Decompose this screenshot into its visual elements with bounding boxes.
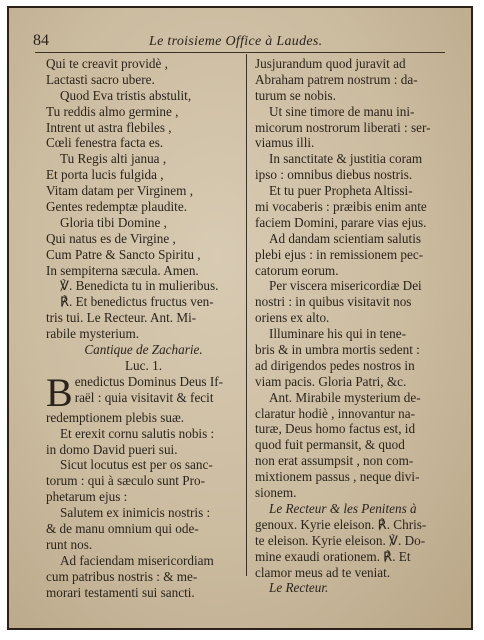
right-column-lines: [255, 56, 455, 596]
text-line: nostri : in quibus visitavit nos: [255, 294, 412, 310]
text-line: Sicut locutus est per os sanc-: [60, 457, 213, 473]
text-line: Salutem ex inimicis nostris :: [60, 505, 211, 521]
text-line: Ad faciendam misericordiam: [60, 552, 214, 568]
text-line: enedictus Dominus Deus If-: [74, 373, 224, 389]
text-line: Vitam datam per Virginem ,: [46, 183, 193, 199]
left-column-top: [46, 56, 241, 374]
right-column: [255, 56, 455, 596]
text-line: cum patribus nostris : & me-: [46, 568, 198, 584]
text-line: Ant. Mirabile mysterium de-: [269, 389, 421, 405]
text-line: Per viscera misericordiæ Dei: [269, 278, 422, 294]
text-line: plebi ejus : in remissionem pec-: [255, 246, 424, 262]
text-line: genoux. Kyrie eleison. ℟. Chris-: [255, 516, 427, 532]
text-line: turum se nobis.: [255, 87, 336, 103]
text-line: In sempiterna sæcula. Amen.: [46, 262, 199, 278]
text-line: Cantique de Zacharie.: [84, 342, 203, 358]
text-line: te eleison. Kyrie eleison. ℣. Do-: [255, 532, 426, 548]
text-line: turæ, Deus homo factus est, id: [255, 421, 416, 437]
text-line: micorum nostrorum liberati : ser-: [255, 119, 431, 135]
left-column-bottom: [46, 410, 241, 601]
text-line: claratur hodiè , innovantur na-: [255, 405, 416, 421]
text-line: Le Recteur.: [269, 580, 329, 596]
text-line: oriens ex alto.: [255, 310, 330, 326]
text-line: Intrent ut astra flebiles ,: [46, 119, 172, 135]
drop-cap: B: [46, 373, 73, 410]
text-line: Tu reddis almo germine ,: [46, 103, 179, 119]
text-line: Et porta lucis fulgida ,: [46, 167, 164, 183]
text-line: quod fuit permansit, & quod: [255, 437, 405, 453]
text-line: Cœli fenestra facta es.: [46, 135, 164, 151]
text-line: viamus illi.: [255, 135, 315, 151]
text-line: tris tui. Le Recteur. Ant. Mi-: [46, 310, 197, 326]
text-line: rabile mysterium.: [46, 326, 140, 342]
text-line: non erat assumpsit , non com-: [255, 453, 414, 469]
text-line: Quod Eva tristis abstulit,: [60, 87, 192, 103]
text-line: & de manu omnium qui ode-: [46, 521, 199, 537]
text-line: mixtionem passus , neque divi-: [255, 469, 420, 485]
text-line: ℣. Benedicta tu in mulieribus.: [60, 278, 219, 294]
book-page: [9, 8, 471, 628]
text-line: phetarum ejus :: [46, 489, 128, 505]
text-line: Ut sine timore de manu ini-: [269, 103, 415, 119]
text-line: mi vocaberis : præibis enim ante: [255, 199, 427, 215]
text-line: Cum Patre & Sancto Spiritu ,: [46, 246, 201, 262]
running-header: Le troisieme Office à Laudes.: [149, 34, 323, 49]
text-line: In sanctitate & justitia coram: [269, 151, 423, 167]
text-line: Et erexit cornu salutis nobis :: [60, 425, 215, 441]
text-line: ad dirigendos pedes nostros in: [255, 357, 415, 373]
text-line: viam pacis. Gloria Patri, &c.: [255, 373, 407, 389]
text-line: Illuminare his qui in tene-: [269, 326, 406, 342]
text-line: Gentes redemptæ plaudite.: [46, 199, 187, 215]
text-line: Luc. 1.: [125, 357, 162, 373]
text-line: ℟. Et benedictus fructus ven-: [60, 294, 214, 310]
page-frame: [7, 6, 473, 630]
text-line: Jusjurandum quod juravit ad: [255, 56, 406, 71]
text-line: ipso : omnibus diebus nostris.: [255, 167, 413, 183]
text-line: in domo David pueri sui.: [46, 441, 178, 457]
header-rule: [35, 52, 445, 53]
text-line: Le Recteur & les Penitens à: [269, 500, 417, 516]
text-line: Abraham patrem nostrum : da-: [255, 71, 418, 87]
left-column: [46, 56, 241, 601]
text-line: mine exaudi orationem. ℟. Et: [255, 548, 411, 564]
text-line: Qui natus es de Virgine ,: [46, 230, 176, 246]
dropcap-block: [46, 374, 241, 410]
text-line: torum : qui à sæculo sunt Pro-: [46, 473, 205, 489]
text-line: sionem.: [255, 485, 297, 501]
page-number: 84: [33, 32, 49, 49]
text-line: Gloria tibi Domine ,: [60, 214, 167, 230]
text-line: bris & in umbra mortis sedent :: [255, 342, 420, 358]
text-line: clamor meus ad te veniat.: [255, 564, 391, 580]
column-divider: [246, 54, 247, 576]
text-line: faciem Domini, parare vias ejus.: [255, 214, 427, 230]
text-line: Qui te creavit providè ,: [46, 56, 168, 71]
text-line: runt nos.: [46, 536, 93, 552]
text-line: Ad dandam scientiam salutis: [269, 230, 421, 246]
text-line: redemptionem plebis suæ.: [46, 409, 185, 425]
text-line: Tu Regis alti janua ,: [60, 151, 167, 167]
text-line: morari testamenti sui sancti.: [46, 584, 195, 600]
text-line: raël : quia visitavit & fecit: [74, 389, 214, 405]
text-line: Lactasti sacro ubere.: [46, 71, 155, 87]
text-line: Et tu puer Propheta Altissi-: [269, 183, 413, 199]
text-line: catorum eorum.: [255, 262, 339, 278]
